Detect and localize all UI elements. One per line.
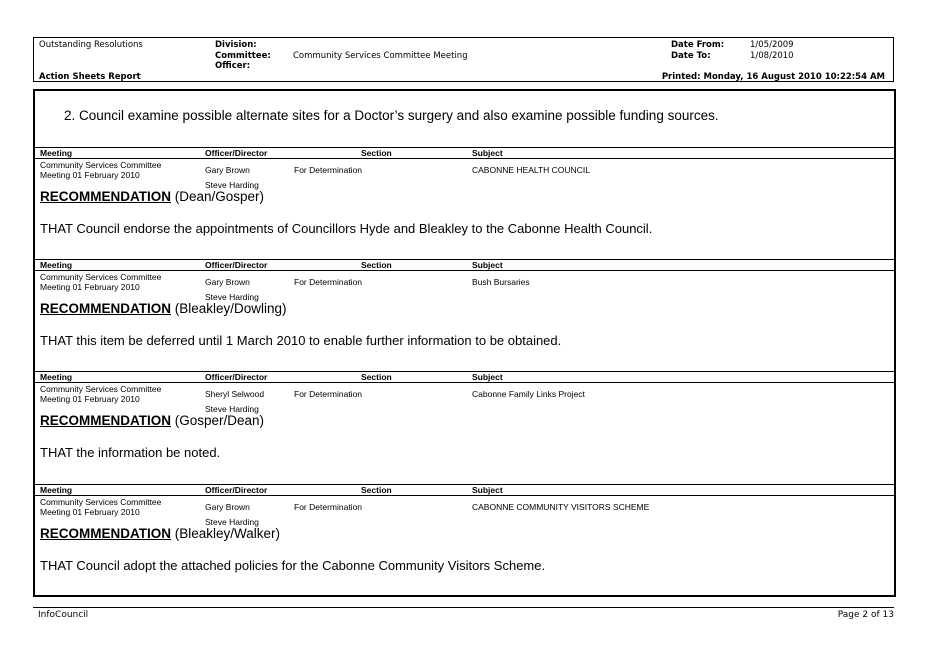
meeting-name: Community Services Committee	[40, 272, 162, 282]
recommendation-heading	[40, 301, 287, 316]
meeting-date: Meeting 01 February 2010	[40, 394, 140, 404]
officer-name: Gary Brown	[205, 502, 250, 512]
resolution-text: THAT Council endorse the appointments of Councillors Hyde and Bleakley to the Cabonne Health Council.	[40, 221, 653, 236]
subject-value: Bush Bursaries	[472, 277, 530, 287]
recommendation-movers: (Dean/Gosper)	[174, 189, 265, 204]
section-value: For Determination	[294, 165, 363, 175]
director-name: Steve Harding	[205, 292, 259, 302]
intro-resolution: 2. Council examine possible alternate sites for a Doctor’s surgery and also examine possible funding sources.	[64, 108, 719, 123]
division-label: Division:	[215, 40, 257, 50]
item-header-row	[35, 484, 894, 496]
meeting-date: Meeting 01 February 2010	[40, 507, 140, 517]
meeting-date: Meeting 01 February 2010	[40, 282, 140, 292]
report-name: Outstanding Resolutions	[39, 40, 143, 50]
date-from-label: Date From:	[671, 40, 725, 50]
recommendation-label: RECOMMENDATION	[40, 301, 171, 316]
recommendation-heading	[40, 526, 280, 541]
meeting-name: Community Services Committee	[40, 160, 162, 170]
meeting-name: Community Services Committee	[40, 384, 162, 394]
report-header	[33, 37, 894, 82]
officer-name: Gary Brown	[205, 165, 250, 175]
date-to-value: 1/08/2010	[750, 51, 794, 61]
printed-timestamp	[662, 72, 885, 82]
meeting-col-header: Meeting	[40, 372, 73, 382]
section-col-header: Section	[361, 485, 392, 495]
meeting-col-header: Meeting	[40, 148, 73, 158]
officer-name: Gary Brown	[205, 277, 250, 287]
subject-value: CABONNE COMMUNITY VISITORS SCHEME	[472, 502, 650, 512]
section-value: For Determination	[294, 502, 363, 512]
resolution-text: THAT this item be deferred until 1 March 2010 to enable further information to be obtained.	[40, 333, 562, 348]
meeting-col-header: Meeting	[40, 260, 73, 270]
committee-value: Community Services Committee Meeting	[293, 51, 468, 61]
section-value: For Determination	[294, 277, 363, 287]
subject-value: Cabonne Family Links Project	[472, 389, 585, 399]
recommendation-movers: (Bleakley/Walker)	[174, 526, 281, 541]
recommendation-label: RECOMMENDATION	[40, 189, 171, 204]
officer-label: Officer:	[215, 61, 251, 71]
subject-value: CABONNE HEALTH COUNCIL	[472, 165, 590, 175]
date-from-value: 1/05/2009	[750, 40, 794, 50]
resolution-text: THAT Council adopt the attached policies for the Cabonne Community Visitors Scheme.	[40, 558, 546, 573]
recommendation-movers: (Gosper/Dean)	[174, 413, 265, 428]
footer-divider	[33, 607, 894, 608]
item-header-row	[35, 147, 894, 159]
officer-col-header: Officer/Director	[205, 260, 268, 270]
recommendation-label: RECOMMENDATION	[40, 526, 171, 541]
section-col-header: Section	[361, 260, 392, 270]
meeting-name: Community Services Committee	[40, 497, 162, 507]
director-name: Steve Harding	[205, 180, 259, 190]
date-to-label: Date To:	[671, 51, 711, 61]
recommendation-heading	[40, 189, 264, 204]
report-type: Action Sheets Report	[39, 72, 141, 82]
meeting-date: Meeting 01 February 2010	[40, 170, 140, 180]
committee-label: Committee:	[215, 51, 271, 61]
director-name: Steve Harding	[205, 517, 259, 527]
item-header-row	[35, 259, 894, 271]
footer-app-name: InfoCouncil	[38, 610, 89, 620]
resolution-text: THAT the information be noted.	[40, 445, 221, 460]
officer-col-header: Officer/Director	[205, 485, 268, 495]
officer-col-header: Officer/Director	[205, 372, 268, 382]
subject-col-header: Subject	[472, 260, 503, 270]
meeting-col-header: Meeting	[40, 485, 73, 495]
subject-col-header: Subject	[472, 148, 503, 158]
director-name: Steve Harding	[205, 404, 259, 414]
recommendation-heading	[40, 413, 264, 428]
recommendation-movers: (Bleakley/Dowling)	[174, 301, 287, 316]
page-number: Page 2 of 13	[837, 610, 894, 620]
printed-label: Printed:	[661, 72, 701, 82]
subject-col-header: Subject	[472, 485, 503, 495]
subject-col-header: Subject	[472, 372, 503, 382]
section-col-header: Section	[361, 372, 392, 382]
resolutions-panel	[33, 89, 896, 597]
officer-name: Sheryl Selwood	[205, 389, 265, 399]
printed-value: Monday, 16 August 2010 10:22:54 AM	[703, 72, 885, 82]
section-value: For Determination	[294, 389, 363, 399]
section-col-header: Section	[361, 148, 392, 158]
officer-col-header: Officer/Director	[205, 148, 268, 158]
item-header-row	[35, 371, 894, 383]
recommendation-label: RECOMMENDATION	[40, 413, 171, 428]
